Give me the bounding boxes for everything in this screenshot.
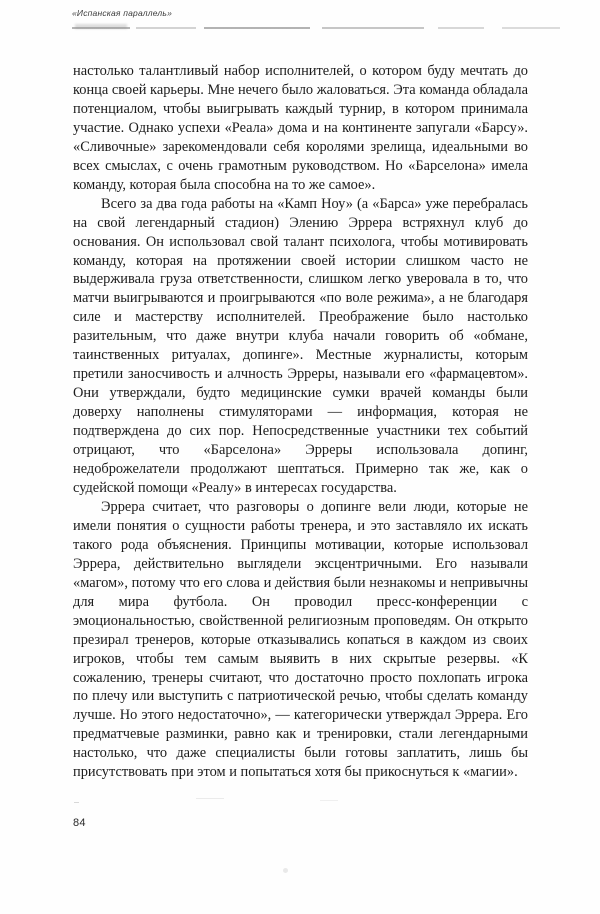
paragraph: настолько талантливый набор исполнителей, о котором буду мечтать до конца своей карьеры. Мне нечего было жаловаться. Эта команда обладала потенциалом, чтобы выигрывать каждый турнир, в котором принимала участие. Однако успехи «Реала» дома и на континенте запугали «Барсу». «Сливочные» зарекомендовали себя королями зрелища, идеальными во всех смыслах, с очень грамотным руководством. Но «Барселона» имела команду, которая была способна на то же самое». xyxy=(73,63,528,193)
scan-artifact xyxy=(196,798,224,799)
scan-artifact xyxy=(320,800,338,801)
running-head-title: «Испанская параллель» xyxy=(72,8,173,18)
scan-artifact xyxy=(283,868,288,873)
body-text xyxy=(73,62,528,782)
paragraph: Эррера считает, что разговоры о допинге вели люди, которые не имели понятия о сущности работы тренера, и это заставляло их искать такого рода объяснения. Принципы мотивации, которые использовал Эррера, действительно выглядели эксцентричными. Его называли «магом», потому что его слова и действия были незнакомы и непривычны для мира футбола. Он проводил пресс-конференции с эмоциональностью, свойственной религиозным проповедям. Он открыто презирал тренеров, которые отказывались копаться в каждом из своих игроков, чтобы тем самым выявить в них скрытые резервы. «К сожалению, тренеры считают, что достаточно просто похлопать игрока по плечу или выступить с патриотической речью, чтобы сделать команду лучше. Но этого недостаточно», — категорически утверждал Эррера. Его предматчевые разминки, равно как и тренировки, стали легендарными настолько, что даже специалисты были готовы заплатить, лишь бы присутствовать при этом и попытаться хотя бы прикоснуться к «магии». xyxy=(73,498,528,781)
scan-artifact xyxy=(74,802,79,803)
page-number: 84 xyxy=(73,817,86,829)
header-rule xyxy=(72,27,560,29)
paragraph: Всего за два года работы на «Камп Ноу» (а «Барса» уже перебралась на свой легендарный стадион) Элению Эррера встряхнул клуб до основания. Он использовал свой талант психолога, чтобы мотивировать команду, которая на протяжении своей истории слишком часто не выдерживала груза ответственности, слишком легко уверовала в то, что матчи выигрываются и проигрываются «по воле режима», а не благодаря силе и мастерству исполнителей. Преображение было настолько разительным, что даже внутри клуба начали говорить об «обмане, таинственных ритуалах, допинге». Местные журналисты, которым претили заносчивость и алчность Эрреры, называли его «фармацевтом». Они утверждали, будто медицинские сумки врачей команды были доверху наполнены стимуляторами — информация, которая не подтверждена до сих пор. Непосредственные участники тех событий отрицают, что «Барселона» Эрреры использовала допинг, недоброжелатели продолжают шептаться. Примерно так же, как о судейской помощи «Реалу» в интересах государства. xyxy=(73,195,528,496)
